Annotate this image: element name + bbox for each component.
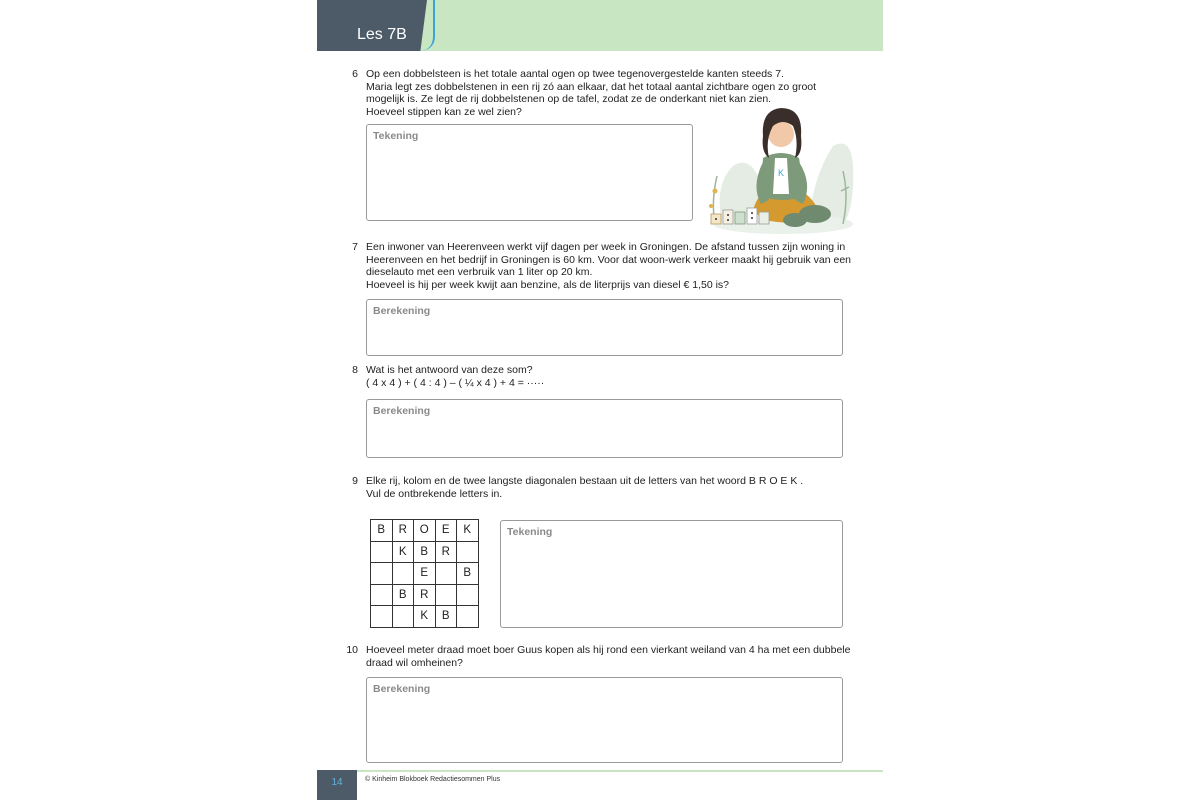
grid-cell[interactable] <box>371 541 393 563</box>
answer-box-label: Tekening <box>507 526 553 538</box>
exercise-line: ( 4 x 4 ) + ( 4 : 4 ) – ( ¼ x 4 ) + 4 = ····· <box>366 376 545 389</box>
header-accent-curve <box>421 0 435 51</box>
exercise-number: 8 <box>352 364 358 376</box>
grid-cell[interactable] <box>457 584 479 606</box>
footer-rule <box>317 770 883 772</box>
grid-cell[interactable] <box>457 606 479 628</box>
answer-box-label: Berekening <box>373 405 431 417</box>
calculation-answer-box[interactable] <box>366 677 843 763</box>
grid-cell[interactable]: R <box>414 584 436 606</box>
grid-cell[interactable]: B <box>414 541 436 563</box>
grid-cell[interactable] <box>457 541 479 563</box>
grid-cell[interactable]: R <box>392 520 414 542</box>
workbook-page <box>317 0 883 800</box>
page-number: 14 <box>331 777 343 788</box>
girl-with-dice-illustration <box>703 96 855 236</box>
grid-cell[interactable] <box>435 584 457 606</box>
grid-cell[interactable]: B <box>457 563 479 585</box>
grid-row <box>371 584 479 606</box>
exercise-text <box>366 644 851 669</box>
grid-cell[interactable]: K <box>392 541 414 563</box>
grid-cell[interactable]: R <box>435 541 457 563</box>
exercise-line: Heerenveen en het bedrijf in Groningen is 60 km. Voor dat woon-werk verkeer maakt hij gebruik van een <box>366 253 852 266</box>
grid-cell[interactable]: E <box>414 563 436 585</box>
exercise-text <box>366 475 826 500</box>
grid-cell[interactable] <box>371 606 393 628</box>
grid-cell[interactable] <box>435 563 457 585</box>
grid-cell[interactable]: E <box>435 520 457 542</box>
grid-row <box>371 541 479 563</box>
answer-box-label: Tekening <box>373 130 419 142</box>
answer-box-label: Berekening <box>373 683 431 695</box>
broek-letter-grid <box>370 519 479 628</box>
exercise-number: 9 <box>352 475 358 487</box>
exercise-line: Vul de ontbrekende letters in. <box>366 487 503 500</box>
exercise-number: 10 <box>346 644 358 656</box>
grid-row <box>371 606 479 628</box>
grid-row <box>371 563 479 585</box>
calculation-answer-box[interactable] <box>366 299 843 356</box>
copyright-notice: © Kinheim Blokboek Redactiesommen Plus <box>365 776 501 783</box>
shirt-letter: K <box>778 168 785 178</box>
grid-cell[interactable]: K <box>457 520 479 542</box>
lesson-title: Les 7B <box>357 26 407 43</box>
exercise-line: Hoeveel meter draad moet boer Guus kopen als hij rond een vierkant weiland van 4 ha met een dubbele <box>366 644 851 656</box>
exercise-line: dieselauto met een verbruik van 1 liter op 20 km. <box>366 266 593 278</box>
exercise-text <box>366 364 826 389</box>
grid-cell[interactable] <box>392 606 414 628</box>
grid-cell[interactable]: K <box>414 606 436 628</box>
answer-box-label: Berekening <box>373 305 431 317</box>
drawing-answer-box[interactable] <box>366 124 693 221</box>
grid-cell[interactable] <box>371 584 393 606</box>
grid-cell[interactable]: B <box>392 584 414 606</box>
exercise-line: Maria legt zes dobbelstenen in een rij zó aan elkaar, dat het totaal aantal zichtbare ogen zo groot <box>366 80 817 93</box>
exercise-line: Elke rij, kolom en de twee langste diagonalen bestaan uit de letters van het woord B R O E K . <box>366 475 804 487</box>
drawing-answer-box[interactable] <box>500 520 843 628</box>
grid-cell[interactable]: B <box>371 520 393 542</box>
exercise-number: 6 <box>352 68 358 80</box>
grid-row <box>371 520 479 542</box>
exercise-line: Op een dobbelsteen is het totale aantal ogen op twee tegenovergestelde kanten steeds 7. <box>366 68 784 80</box>
exercise-line: Hoeveel is hij per week kwijt aan benzine, als de literprijs van diesel € 1,50 is? <box>366 278 730 291</box>
exercise-line: Een inwoner van Heerenveen werkt vijf dagen per week in Groningen. De afstand tussen zijn woning in <box>366 241 846 253</box>
calculation-answer-box[interactable] <box>366 399 843 458</box>
exercise-line: Hoeveel stippen kan ze wel zien? <box>366 105 522 118</box>
grid-cell[interactable]: B <box>435 606 457 628</box>
grid-cell[interactable] <box>371 563 393 585</box>
grid-cell[interactable] <box>392 563 414 585</box>
exercise-line: mogelijk is. Ze legt de rij dobbelstenen op de tafel, zodat ze de onderkant niet kan zien. <box>366 93 772 105</box>
exercise-line: Wat is het antwoord van deze som? <box>366 364 533 376</box>
grid-cell[interactable]: O <box>414 520 436 542</box>
exercise-line: draad wil omheinen? <box>366 656 463 669</box>
exercise-text <box>366 241 852 291</box>
exercise-number: 7 <box>352 241 358 253</box>
